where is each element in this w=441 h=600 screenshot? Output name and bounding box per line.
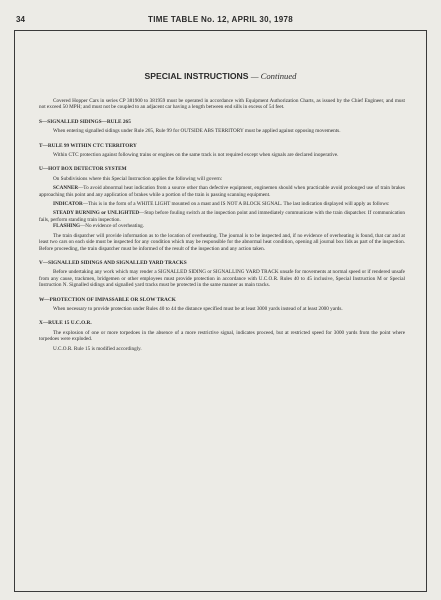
scanner-body: —To avoid abnormal heat indication from a source other than defective equipment, enginemen should when practicable avoid prolonged use of train brakes approaching this point and any application of brakes while a portion of the train is passing scanning equipment. xyxy=(39,185,405,198)
paragraph-u-indicator xyxy=(39,201,405,207)
heading-u: U—HOT BOX DETECTOR SYSTEM xyxy=(39,166,127,173)
steady-lead: STEADY BURNING or UNLIGHTED xyxy=(53,210,140,217)
paragraph-u-scanner xyxy=(39,185,405,198)
paragraph-s: When entering signalled sidings under Rule 265, Rule 99 for OUTSIDE ABS TERRITORY must be applied against opposing movements. xyxy=(53,128,341,135)
paragraph-u-flashing xyxy=(39,223,405,229)
heading-t: T—RULE 99 WITHIN CTC TERRITORY xyxy=(39,142,137,149)
flashing-body: —No evidence of overheating. xyxy=(80,223,145,230)
paragraph-v: Before undertaking any work which may render a SIGNALLED SIDING or SIGNALLING YARD TRACK unsafe for movements at normal speed or if rendered unsafe from any cause, trackmen, bridgemen or other employees must provide protection in accordance with U.C.O.R. Rules 40 to 45 inclusive, Special Instruction M or Special Instruction N. Signalled sidings and signalled yard tracks must be protected in the same manner as main tracks. xyxy=(39,269,405,289)
heading-s: S—SIGNALLED SIDINGS—RULE 265 xyxy=(39,118,131,125)
heading-w: W—PROTECTION OF IMPASSABLE OR SLOW TRACK xyxy=(39,296,176,303)
section-title-text: SPECIAL INSTRUCTIONS xyxy=(144,71,249,81)
heading-v: V—SIGNALLED SIDINGS AND SIGNALLED YARD TRACKS xyxy=(39,259,187,266)
paragraph-t: Within CTC protection against following trains or engines on the same track is not required except when signals are declared inoperative. xyxy=(53,152,339,159)
paragraph-u-dispatcher: The train dispatcher will provide information as to the location of overheating. The journal is to be inspected and, if no evidence of overheating is found, that car and at least two cars on each side must be inspected for any condition which may be responsible for the abnormal heat condition, opening all journal box lids as part of the inspection. Before proceeding, the train dispatcher must be informed of the result of the inspection and any action taken. xyxy=(39,232,405,252)
heading-x: X—RULE 15 U.C.O.R. xyxy=(39,320,92,327)
paragraph-x: The explosion of one or more torpedoes in the absence of a more restrictive signal, indicates proceed, but at restricted speed for 3000 yards from the point where torpedoes were exploded. xyxy=(39,329,405,343)
steady-body: —Stop before fouling switch at the inspection point and immediately communicate with the train dispatcher. If communication fails, perform standing train inspection. xyxy=(39,210,405,223)
section-title xyxy=(0,71,441,81)
indicator-body: —This is in the form of a WHITE LIGHT mounted on a mast and IS NOT A BLOCK SIGNAL. The last indication displayed will apply as follows: xyxy=(82,201,390,208)
running-header: TIME TABLE No. 12, APRIL 30, 1978 xyxy=(148,15,293,24)
scanner-lead: SCANNER xyxy=(53,185,79,192)
section-title-suffix: — Continued xyxy=(250,71,297,81)
page-number: 34 xyxy=(16,15,25,24)
paragraph-u-intro: On Subdivisions where this Special Instruction applies the following will govern: xyxy=(53,175,223,182)
intro-paragraph: Covered Hopper Cars in series CP 381900 to 381959 must be operated in accordance with Equipment Authorization Charts, as issued by the Chief Engineer, and must not exceed 50 MPH; and must not be coupled to an adjacent car having a length between end sills in excess of 54 feet. xyxy=(39,98,405,111)
paragraph-w: When necessary to provide protection under Rules 40 to 44 the distance specified must be at least 3000 yards instead of at least 2000 yards. xyxy=(53,305,343,312)
paragraph-u-steady xyxy=(39,210,405,223)
paragraph-x-note: U.C.O.R. Rule 15 is modified accordingly. xyxy=(53,345,142,352)
flashing-lead: FLASHING xyxy=(53,223,81,230)
indicator-lead: INDICATOR xyxy=(53,201,83,208)
instructions-body xyxy=(39,98,405,352)
